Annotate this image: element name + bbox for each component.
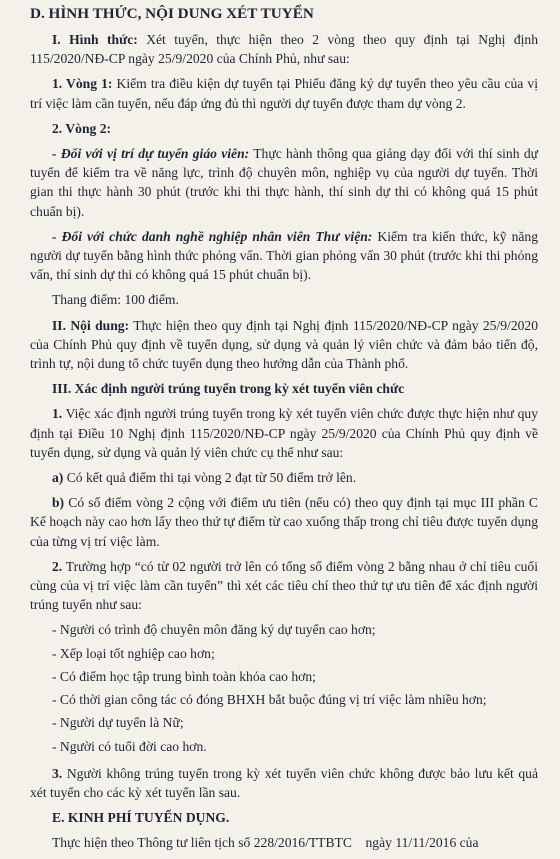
hinh-thuc-label: I. Hình thức: <box>52 32 138 47</box>
vong1-text: Kiểm tra điều kiện dự tuyển tại Phiếu đăng ký dự tuyển theo yêu cầu của vị trí việc làm cần tuyển, nếu đáp ứng đủ thì người dự tuyển được tham dự vòng 2. <box>30 76 538 111</box>
criteria-item: - Người có trình độ chuyên môn đăng ký dự tuyển cao hơn; <box>52 622 376 638</box>
criteria-item: - Người dự tuyển là Nữ; <box>52 715 184 731</box>
thang-diem: Thang điểm: 100 điểm. <box>52 292 179 308</box>
section-iii-title: III. Xác định người trúng tuyển trong kỳ xét tuyển viên chức <box>52 381 405 397</box>
section-e-title: E. KINH PHÍ TUYỂN DỤNG. <box>52 810 230 826</box>
thu-vien-label: - Đối với chức danh nghề nghiệp nhân viên Thư viện: <box>52 228 373 244</box>
iii-p1-paragraph <box>30 404 538 462</box>
iii-p3-paragraph <box>30 764 538 802</box>
noi-dung-paragraph <box>30 316 538 374</box>
iii-a-label: a) <box>52 470 64 486</box>
vong2-heading <box>30 119 538 138</box>
iii-p1-text: Việc xác định người trúng tuyển trong kỳ xét tuyển viên chức được thực hiện như quy định tại Điều 10 Nghị định 115/2020/NĐ-CP ngày 25/9/2020 của Chính Phủ quy định về tuyển dụng, sử dụng và quản lý viên chức cụ thể như sau: <box>30 406 538 460</box>
giao-vien-paragraph <box>30 144 538 221</box>
criteria-item: - Có điểm học tập trung bình toàn khóa cao hơn; <box>52 668 316 684</box>
iii-b-text: Có số điểm vòng 2 cộng với điểm ưu tiên (nếu có) theo quy định tại mục III phần C Kế hoạch này cao hơn lấy theo thứ tự điểm từ cao xuống thấp trong chỉ tiêu được tuyển dụng của từng vị trí việc làm. <box>30 495 538 549</box>
iii-a-text: Có kết quả điểm thi tại vòng 2 đạt từ 50 điểm trở lên. <box>63 470 357 486</box>
iii-p2-paragraph <box>30 557 538 615</box>
vong1-label: 1. Vòng 1: <box>52 76 113 92</box>
iii-p2-text: Trường hợp “có từ 02 người trở lên có tổng số điểm vòng 2 bằng nhau ở chỉ tiêu cuối cùng của vị trí việc làm cần tuyển” thì xét các tiêu chí theo thứ tự ưu tiên để xác định người trúng tuyển như sau: <box>30 558 538 613</box>
iii-b-label: b) <box>52 495 65 511</box>
section-d-title: D. HÌNH THỨC, NỘI DUNG XÉT TUYỂN <box>30 5 314 22</box>
iii-b-paragraph <box>30 493 538 551</box>
iii-p1-label: 1. <box>52 406 63 422</box>
criteria-item: - Có thời gian công tác có đóng BHXH bắt buộc đúng vị trí việc làm nhiều hơn; <box>52 692 487 708</box>
section-e-text: Thực hiện theo Thông tư liên tịch số 228/2016/TTBTC ngày 11/11/2016 của <box>52 835 479 851</box>
criteria-item: - Xếp loại tốt nghiệp cao hơn; <box>52 645 215 661</box>
thu-vien-paragraph <box>30 227 538 285</box>
hinh-thuc-paragraph <box>30 30 538 68</box>
iii-p3-text: Người không trúng tuyển trong kỳ xét tuyển viên chức không được bảo lưu kết quả xét tuyển cho các kỳ xét tuyển lần sau. <box>30 765 538 800</box>
iii-p3-label: 3. <box>52 765 63 781</box>
vong1-paragraph <box>30 74 538 112</box>
noi-dung-label: II. Nội dung: <box>52 317 130 333</box>
thu-vien-text: Kiểm tra kiến thức, kỹ năng người dự tuyển bằng hình thức phỏng vấn. Thời gian phỏng vấn 30 phút (trước khi thi phỏng vấn, thí sinh dự thi có không quá 15 phút chuẩn bị). <box>30 228 538 283</box>
vong2-label: 2. Vòng 2: <box>52 120 112 136</box>
noi-dung-text: Thực hiện theo quy định tại Nghị định 115/2020/NĐ-CP ngày 25/9/2020 của Chính Phủ quy định về tuyển dụng, sử dụng và quản lý viên chức và đảm bảo tiến độ, trình tự, nội dung tổ chức tuyển dụng theo hướng dẫn của Thành phố. <box>30 317 539 372</box>
hinh-thuc-text: Xét tuyển, thực hiện theo 2 vòng theo quy định tại Nghị định 115/2020/NĐ-CP ngày 25/9/2020 của Chính Phủ, như sau: <box>30 32 539 67</box>
giao-vien-label: - Đối với vị trí dự tuyển giáo viên: <box>52 146 250 162</box>
iii-a-paragraph <box>30 468 538 487</box>
giao-vien-text: Thực hành thông qua giảng dạy đối với thí sinh dự tuyển để kiểm tra về năng lực, trình độ chuyên môn, nghiệp vụ của người dự tuyển. Thời gian thi thực hành 30 phút (trước khi thi thực hành, thí sinh dự thi có không quá 15 phút chuẩn bị). <box>30 146 538 219</box>
criteria-item: - Người có tuổi đời cao hơn. <box>52 738 207 754</box>
iii-p2-label: 2. <box>52 558 63 574</box>
